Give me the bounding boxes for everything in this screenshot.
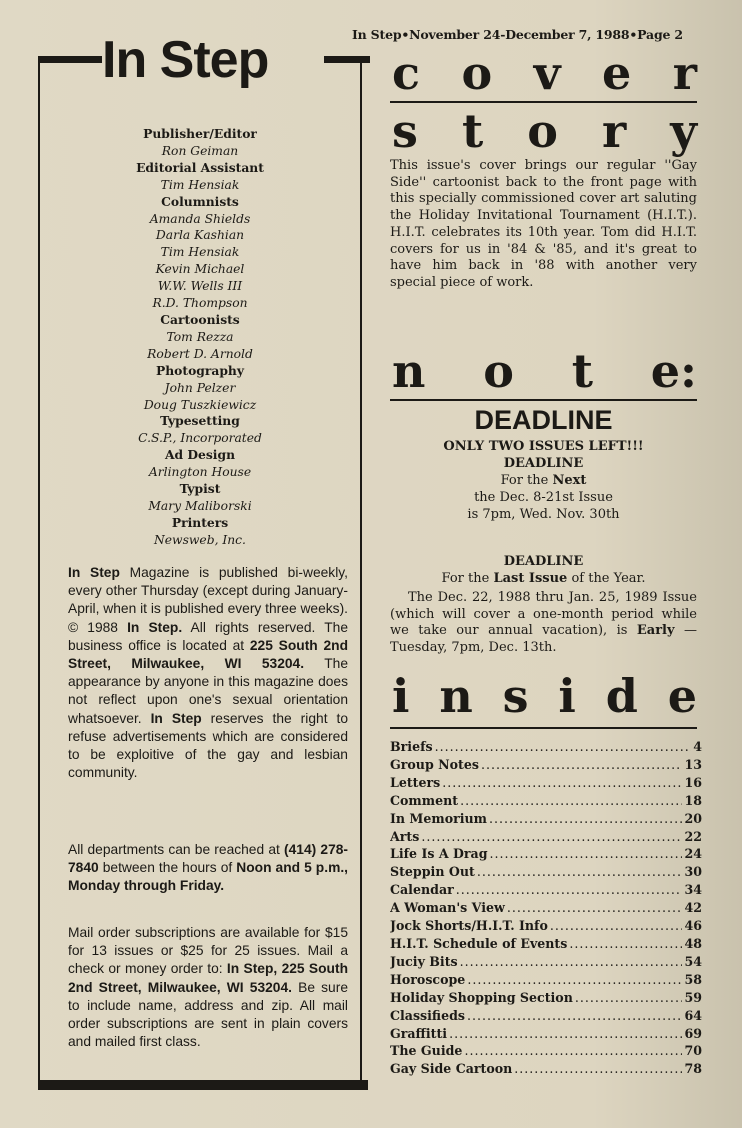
toc-leader [449, 1025, 682, 1043]
toc-leader [456, 881, 683, 899]
heading-letter: e [667, 669, 697, 723]
heading-letter: c [392, 46, 421, 100]
heading-letter: t [571, 344, 593, 398]
mailing-address: In Step, 225 South 2nd Street, Milwaukee, WI 53204. [68, 961, 349, 995]
toc-leader [435, 738, 692, 756]
table-of-contents [390, 738, 702, 1078]
toc-label: Letters [390, 774, 441, 790]
toc-leader [489, 810, 682, 828]
heading-letter: o [483, 344, 514, 398]
toc-page: 20 [684, 810, 702, 826]
phone-number: (414) 278-7840 [68, 842, 349, 876]
credit-role: Typesetting [160, 413, 240, 429]
toc-label: Jock Shorts/H.I.T. Info [390, 918, 548, 934]
body-text: All departments can be reached at [68, 842, 285, 857]
credit-role: Columnists [161, 193, 239, 209]
toc-page: 22 [684, 828, 702, 844]
toc-page: 34 [684, 882, 702, 898]
credit-name: Tim Hensiak [160, 245, 240, 260]
toc-page: 64 [684, 1007, 702, 1023]
toc-entry[interactable] [390, 989, 702, 1007]
toc-page: 18 [684, 792, 702, 808]
credit-group [40, 312, 360, 363]
toc-label: Steppin Out [390, 864, 475, 880]
credit-name: Mary Maliborski [148, 498, 252, 513]
toc-label: Horoscope [390, 971, 466, 987]
credit-name: Amanda Shields [149, 211, 251, 226]
bold-text: Early [636, 623, 675, 639]
heading-letter: n [439, 669, 473, 723]
toc-page: 16 [684, 774, 702, 790]
credit-name: Newsweb, Inc. [154, 532, 246, 547]
deadline-notice [390, 407, 697, 523]
toc-leader [467, 971, 682, 989]
heading-story [392, 104, 697, 158]
masthead-title: In Step [102, 31, 269, 89]
toc-label: In Memorium [390, 810, 488, 826]
heading-letter: e: [650, 344, 697, 398]
heading-cover [392, 46, 697, 100]
toc-page: 42 [684, 900, 702, 916]
body-text: of the Year. [567, 571, 646, 586]
toc-leader [507, 899, 683, 917]
toc-leader [550, 917, 683, 935]
toc-page: 24 [684, 846, 702, 862]
credit-role: Typist [179, 481, 221, 497]
credit-name: Doug Tuszkiewicz [143, 397, 257, 412]
credit-role: Editorial Assistant [136, 159, 264, 175]
toc-label: Comment [390, 792, 459, 808]
credit-group [40, 481, 360, 515]
toc-entry[interactable] [390, 738, 702, 756]
credit-name: R.D. Thompson [152, 296, 248, 311]
toc-label: Gay Side Cartoon [390, 1061, 513, 1077]
toc-entry[interactable] [390, 899, 702, 917]
body-text: between the hours of [98, 860, 237, 876]
contact-paragraph [68, 841, 348, 896]
toc-entry[interactable] [390, 935, 702, 953]
toc-leader [481, 756, 683, 774]
body-text: For the [500, 473, 553, 488]
body-text: reserves the right to refuse advertisements which are considered to be exploitive of the gay and lesbian community. [68, 710, 348, 781]
credit-name: John Pelzer [164, 380, 236, 395]
body-text: Be sure to include name, address and zip. All mail order subscriptions are sent in plain covers and mailed first class. [68, 979, 349, 1050]
toc-label: Classifieds [390, 1007, 465, 1023]
issue-dates: the Dec. 8-21st Issue [474, 490, 613, 505]
credit-name: Tim Hensiak [160, 177, 240, 192]
toc-entry[interactable] [390, 1060, 702, 1078]
heading-letter: n [392, 344, 426, 398]
heading-letter: r [672, 46, 697, 100]
subscription-paragraph [68, 924, 348, 1051]
toc-leader [514, 1060, 682, 1078]
cover-story-text: This issue's cover brings our regular ''Gay Side'' cartoonist back to the front page with this specially commissioned cover art saluting the Holiday Invitational Tournament (H.I.T.). H.I.T. celebrates its 10th year. Tom did H.I.T. covers for us in '84 & '85, and it's great to have him back in '88 with another very special piece of work. [390, 158, 697, 290]
bold-text: In Step. [127, 619, 183, 635]
heading-letter: r [601, 104, 627, 158]
deadline-time: is 7pm, Wed. Nov. 30th [467, 507, 620, 522]
section-rule [390, 727, 697, 729]
credit-name: Robert D. Arnold [147, 346, 253, 361]
toc-label: A Woman's View [390, 900, 505, 916]
toc-leader [467, 1007, 682, 1025]
toc-label: Arts [390, 828, 420, 844]
body-text: The appearance by anyone in this magazine does not reflect upon one's sexual orientation whatsoever. [68, 656, 348, 726]
toc-leader [464, 1042, 682, 1060]
last-issue-text [390, 590, 697, 657]
toc-page: 58 [684, 971, 702, 987]
toc-label: Briefs [390, 739, 433, 754]
credit-group [40, 126, 360, 160]
toc-page: 13 [684, 756, 702, 772]
toc-page: 54 [684, 953, 702, 969]
section-rule [390, 399, 697, 401]
credit-role: Cartoonists [160, 311, 240, 327]
body-text: For the [441, 571, 494, 586]
toc-leader [575, 989, 683, 1007]
toc-entry[interactable] [390, 810, 702, 828]
credit-name: Arlington House [148, 465, 252, 480]
toc-entry[interactable] [390, 863, 702, 881]
bold-text: In Step [150, 710, 202, 726]
toc-leader [421, 828, 682, 846]
credit-group [40, 363, 360, 414]
bold-text: Last Issue [493, 571, 568, 586]
body-text: Magazine is published bi-weekly, every other Thursday (except during January-April, when it is published every three weeks). © 1988 [68, 565, 348, 635]
toc-entry[interactable] [390, 756, 702, 774]
toc-entry[interactable] [390, 1042, 702, 1060]
bold-text: In Step [68, 565, 120, 580]
heading-letter: o [461, 46, 493, 100]
heading-letter: o [527, 104, 558, 158]
toc-leader [460, 792, 682, 810]
credit-role: Ad Design [164, 447, 236, 463]
toc-entry[interactable] [390, 917, 702, 935]
credit-group [40, 515, 360, 549]
heading-letter: i [558, 669, 576, 723]
toc-entry[interactable] [390, 1025, 702, 1043]
masthead-box-bottom-rule [38, 1080, 368, 1090]
toc-label: Calendar [390, 882, 454, 898]
heading-letter: d [605, 669, 638, 723]
heading-letter: e [601, 46, 632, 100]
toc-page: 78 [684, 1061, 702, 1077]
credit-name: C.S.P., Incorporated [138, 431, 262, 446]
credit-role: Printers [171, 514, 229, 530]
toc-entry[interactable] [390, 953, 702, 971]
body-text: All rights reserved. The business office is located at [68, 619, 348, 653]
credit-name: Ron Geiman [161, 143, 239, 158]
deadline-label: DEADLINE [503, 456, 584, 471]
toc-leader [569, 935, 682, 953]
toc-page: 48 [684, 935, 702, 951]
credit-name: W.W. Wells III [157, 279, 243, 294]
toc-entry[interactable] [390, 1007, 702, 1025]
credits-list [40, 126, 360, 549]
toc-page: 70 [684, 1043, 702, 1059]
deadline-headline: DEADLINE [474, 405, 613, 435]
toc-leader [460, 953, 683, 971]
credit-role: Photography [156, 362, 244, 378]
toc-label: Juciy Bits [390, 953, 458, 969]
body-text: The Dec. 22, 1988 thru Jan. 25, 1989 Issue (which will cover a one-month period while we take our annual vacation), is [390, 590, 697, 639]
toc-leader [490, 845, 683, 863]
toc-leader [442, 774, 682, 792]
heading-note [392, 344, 697, 398]
toc-label: The Guide [390, 1043, 463, 1059]
running-head: In Step•November 24-December 7, 1988•Page 2 [352, 27, 683, 42]
toc-page: 4 [693, 739, 702, 754]
last-issue-line [390, 570, 697, 587]
toc-label: Life Is A Drag [390, 846, 488, 862]
heading-letter: t [461, 104, 484, 158]
heading-letter: y [670, 104, 697, 158]
credit-name: Kevin Michael [155, 262, 245, 277]
toc-entry[interactable] [390, 828, 702, 846]
toc-label: Graffitti [390, 1025, 448, 1041]
credit-name: Darla Kashian [155, 228, 245, 243]
toc-label: Holiday Shopping Section [390, 989, 573, 1005]
credit-group [40, 160, 360, 194]
heading-letter: s [392, 104, 418, 158]
office-address: 225 South 2nd Street, Milwaukee, WI 53204. [68, 637, 348, 672]
credit-group [40, 413, 360, 447]
credit-role: Publisher/Editor [143, 126, 257, 141]
only-two-issues: ONLY TWO ISSUES LEFT!!! [443, 439, 644, 454]
credit-group [40, 447, 360, 481]
section-rule [390, 101, 697, 103]
toc-label: Group Notes [390, 756, 479, 772]
toc-page: 30 [684, 864, 702, 880]
toc-entry[interactable] [390, 792, 702, 810]
last-issue-deadline [390, 553, 697, 587]
toc-label: H.I.T. Schedule of Events [390, 935, 568, 951]
heading-inside [392, 669, 697, 723]
heading-letter: i [392, 669, 410, 723]
publication-info-paragraph [68, 564, 348, 782]
toc-page: 59 [684, 989, 702, 1005]
credit-name: Tom Rezza [166, 329, 234, 344]
heading-letter: s [502, 669, 529, 723]
toc-entry[interactable] [390, 971, 702, 989]
toc-entry[interactable] [390, 881, 702, 899]
heading-letter: v [533, 46, 561, 100]
toc-page: 69 [684, 1025, 702, 1041]
body-text: — Tuesday, 7pm, Dec. 13th. [390, 623, 697, 656]
office-hours: Noon and 5 p.m., Monday through Friday. [68, 860, 348, 894]
toc-page: 46 [684, 918, 702, 934]
credit-group [40, 194, 360, 312]
deadline-label: DEADLINE [503, 554, 584, 569]
toc-entry[interactable] [390, 774, 702, 792]
for-the-next [390, 472, 697, 489]
bold-text: Next [552, 473, 587, 488]
body-text: Mail order subscriptions are available for $15 for 13 issues or $25 for 25 issues. Mail a check or money order to: [68, 925, 348, 977]
toc-leader [477, 863, 683, 881]
toc-entry[interactable] [390, 845, 702, 863]
